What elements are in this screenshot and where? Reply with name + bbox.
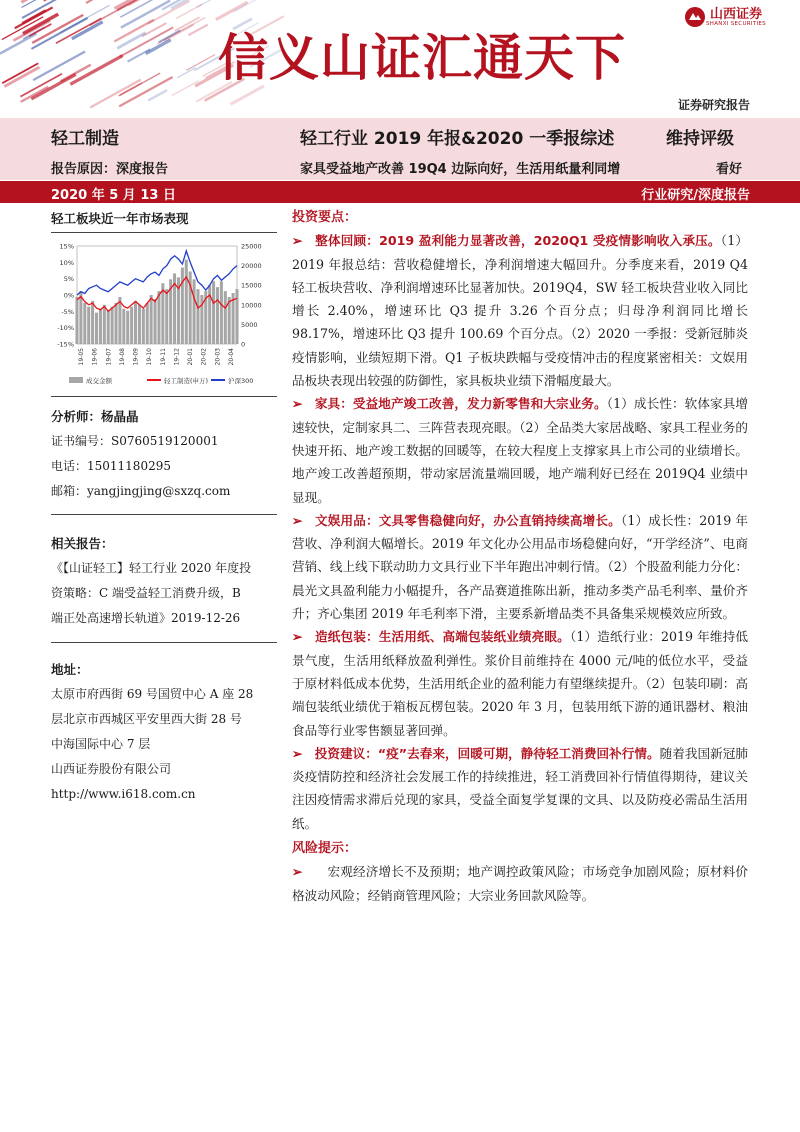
- legend-label: 轻工制造(申万): [164, 377, 209, 385]
- x-tick-label: 19-08: [118, 348, 126, 366]
- divider: [51, 396, 277, 397]
- report-reason: 报告原因：深度报告: [51, 162, 169, 177]
- x-tick-label: 19-10: [146, 348, 154, 366]
- volume-bar: [91, 301, 94, 344]
- point-key: 文娱用品：文具零售稳健向好，办公直销持续高增长。: [315, 512, 621, 528]
- volume-bar: [79, 291, 82, 344]
- points-heading: 投资要点：: [292, 210, 358, 225]
- decorative-stripe: [117, 33, 146, 49]
- analyst-email: 邮箱：yangjingjing@sxzq.com: [51, 484, 231, 498]
- x-tick-label: 19-05: [78, 348, 85, 366]
- volume-bar: [134, 301, 137, 344]
- y-right-tick-label: 0: [241, 340, 246, 349]
- decorative-stripe: [186, 55, 215, 71]
- report-type: 证券研究报告: [677, 98, 750, 112]
- volume-bar: [185, 260, 188, 344]
- x-tick-label: 19-11: [159, 348, 167, 366]
- point-item: [292, 392, 748, 508]
- volume-bar: [83, 303, 86, 344]
- volume-bar: [146, 303, 149, 344]
- volume-bar: [111, 307, 114, 344]
- decorative-stripe: [70, 56, 122, 85]
- volume-bar: [126, 311, 129, 344]
- legend-label: 沪深300: [228, 377, 254, 385]
- volume-bar: [130, 307, 133, 344]
- decorative-stripe: [148, 1, 189, 24]
- x-tick-label: 20-03: [214, 348, 222, 366]
- report-date: 2020 年 5 月 13 日: [51, 188, 176, 203]
- volume-bar: [142, 309, 145, 344]
- volume-bar: [118, 297, 121, 344]
- point-text: （1）成长性：2019 年营收、净利润大幅增长。2019 年文化办公用品市场稳健向好，“开学经济”、电商营销、线上线下联动助力文具行业下半年跑出冲刺行情。（2）个股盈利能力分化：晨光文具盈利能力小幅提升，各产品赛道推陈出新，推动多类产品毛利率、量价齐升；齐心集团 2019 年毛利率下滑，主要系新增品类不具备集采规模效应所致。: [292, 512, 748, 622]
- investment-points: [292, 206, 748, 907]
- outlook: 看好: [716, 162, 743, 177]
- decorative-stripe: [164, 24, 194, 40]
- decorative-stripe: [172, 81, 199, 96]
- x-tick-label: 19-06: [91, 348, 99, 366]
- volume-bar: [150, 295, 153, 344]
- volume-bar: [138, 305, 141, 344]
- logo-name: 山西证券: [710, 6, 763, 22]
- volume-bar: [122, 309, 125, 344]
- divider: [51, 514, 277, 515]
- volume-bar: [99, 309, 102, 344]
- volume-bar: [220, 281, 223, 344]
- market-chart: [51, 236, 277, 392]
- volume-bar: [154, 299, 157, 344]
- x-tick-label: 19-12: [173, 348, 181, 366]
- x-tick-label: 20-04: [228, 348, 235, 366]
- y-left-tick-label: 5%: [63, 275, 74, 284]
- point-text: 随着我国新冠肺炎疫情防控和经济社会发展工作的持续推进，轻工消费回补行情值得期待，建议关注因疫情需求滞后兑现的家具，受益全面复学复课的文具、以及防疫必需品生活用纸。: [292, 745, 749, 831]
- y-right-tick-label: 20000: [241, 262, 262, 271]
- related-heading: 相关报告：: [51, 536, 114, 551]
- address-heading: 地址：: [51, 662, 89, 677]
- volume-bar: [75, 297, 78, 344]
- report-title: 轻工行业 2019 年报&2020 一季报综述: [300, 129, 615, 149]
- decorative-stripe: [86, 0, 106, 3]
- y-right-tick-label: 5000: [241, 320, 258, 329]
- decorative-stripe: [148, 90, 167, 100]
- decorative-stripe: [2, 63, 38, 83]
- y-left-tick-label: -15%: [57, 340, 74, 349]
- x-tick-label: 19-09: [132, 348, 140, 366]
- decorative-stripe: [177, 68, 196, 78]
- y-left-tick-label: -5%: [61, 307, 74, 316]
- logo-icon: [684, 6, 706, 28]
- legend-label: 成交金额: [86, 377, 112, 385]
- point-item: [292, 229, 748, 392]
- bullet-icon: ➢: [292, 629, 303, 645]
- bullet-icon: ➢: [292, 233, 303, 249]
- point-key: 家具：受益地产竣工改善，发力新零售和大宗业务。: [314, 396, 607, 412]
- legend-swatch: [69, 377, 83, 383]
- decorative-stripe: [197, 0, 231, 7]
- decorative-stripe: [4, 67, 39, 86]
- y-left-tick-label: -10%: [57, 324, 74, 333]
- volume-bar: [115, 303, 118, 344]
- company-url[interactable]: http://www.i618.com.cn: [51, 787, 196, 801]
- volume-bar: [103, 305, 106, 344]
- address-line: 太原市府西街 69 号国贸中心 A 座 28: [51, 687, 254, 701]
- y-left-tick-label: 0%: [63, 291, 74, 300]
- company-name: 山西证券股份有限公司: [51, 762, 172, 776]
- x-tick-label: 20-02: [200, 348, 208, 366]
- y-right-tick-label: 25000: [241, 242, 262, 251]
- decorative-stripe: [216, 2, 248, 19]
- risk-item: [292, 860, 748, 907]
- volume-bar: [216, 287, 219, 344]
- volume-bar: [157, 291, 160, 344]
- point-key: 造纸包装：生活用纸、高端包装纸业绩亮眼。: [315, 629, 570, 645]
- bullet-icon: ➢: [292, 864, 303, 880]
- slogan: 信义山证汇通天下: [218, 29, 626, 87]
- divider: [51, 232, 277, 233]
- report-subtitle: 家具受益地产改善 19Q4 边际向好，生活用纸量利同增: [300, 162, 621, 177]
- divider: [51, 642, 277, 643]
- bullet-icon: ➢: [292, 396, 303, 412]
- point-item: [292, 625, 748, 741]
- date-bar: [0, 181, 800, 203]
- related-line[interactable]: 《【山证轻工】轻工行业 2020 年度投: [51, 561, 252, 575]
- volume-bar: [235, 289, 238, 344]
- banner: [0, 0, 800, 118]
- volume-bar: [165, 289, 168, 344]
- risk-heading: 风险提示：: [292, 841, 358, 857]
- volume-bar: [212, 281, 215, 344]
- point-item: [292, 742, 748, 835]
- y-right-tick-label: 15000: [241, 281, 262, 290]
- point-item: [292, 509, 748, 625]
- analyst-name: 分析师：杨晶晶: [51, 409, 139, 424]
- related-line[interactable]: 资策略：C 端受益轻工消费升级，B: [51, 586, 241, 600]
- report-category: 行业研究/深度报告: [641, 188, 750, 203]
- sector-name: 轻工制造: [51, 129, 119, 149]
- decorative-stripe: [61, 65, 91, 82]
- analyst-phone: 电话：15011180295: [51, 459, 171, 473]
- decorative-stripe: [146, 40, 171, 54]
- y-left-tick-label: 10%: [59, 258, 74, 267]
- point-text: （1）2019 年报总结：营收稳健增长，净利润增速大幅回升。分季度来看，2019 Q4 轻工板块营收、净利润增速环比显著加快。2019Q4，SW 轻工板块营业收入同比增长 2.40%，增速环比 Q3 提升 3.26 个百分点；归母净利润同比增长 98.17%，增速环比 Q3 提升 100.69 个百分点。（2）2020 一季报：受新冠肺炎疫情影响，业绩短期下滑。Q1 子板块跌幅与受疫情冲击的程度紧密相关：文娱用品板块表现出较强的防御性，家具板块业绩下滑幅度最大。: [292, 233, 749, 389]
- volume-bar: [95, 313, 98, 344]
- chart-title: 轻工板块近一年市场表现: [51, 211, 189, 226]
- volume-bar: [87, 307, 90, 344]
- volume-bar: [181, 268, 184, 344]
- volume-bar: [107, 311, 110, 344]
- y-right-tick-label: 10000: [241, 301, 262, 310]
- point-text: （1）造纸行业：2019 年维持低景气度，生活用纸释放盈利弹性。浆价目前维持在 4000 元/吨的低位水平，受益于原材料低成本优势，生活用纸企业的盈利能力有望继续提升。（2）包装印刷：高端包装纸业绩优于箱板瓦楞包装。2020 年 3 月，包装用纸下游的通讯器材、粮油食品等行业零售额显著回弹。: [292, 629, 748, 738]
- x-tick-label: 20-01: [187, 348, 195, 366]
- related-line[interactable]: 端正处高速增长轨道》2019-12-26: [51, 611, 241, 625]
- volume-bar: [196, 289, 199, 344]
- analyst-cert: 证书编号：S0760519120001: [51, 434, 219, 448]
- address-line: 层北京市西城区平安里西大街 28 号: [51, 712, 242, 726]
- volume-bar: [224, 291, 227, 344]
- volume-bar: [208, 285, 211, 344]
- rating: 维持评级: [666, 129, 734, 149]
- point-text: （1）成长性：软体家具增速较快，定制家具二、三阵营表现亮眼。（2）全品类大家居战略、家具工程业务的快速开拓、地产竣工数据的回暖等，在较大程度上支撑家具上市公司的业绩增长。地产竣工改善超预期，带动家居流量端回暖，地产端利好已经在 2019Q4 业绩中显现。: [292, 396, 748, 505]
- decorative-stripe: [90, 80, 141, 108]
- y-left-tick-label: 15%: [59, 242, 74, 251]
- report-header: [0, 118, 800, 180]
- logo-english: SHANXI SECURITIES: [706, 20, 766, 27]
- volume-bar: [193, 279, 196, 344]
- bullet-icon: ➢: [292, 745, 303, 761]
- address-line: 中海国际中心 7 层: [51, 737, 151, 751]
- risk-text: 宏观经济增长不及预期；地产调控政策风险；市场竞争加剧风险；原材料价格波动风险；经销商管理风险；大宗业务回款风险等。: [292, 864, 748, 903]
- point-key: 整体回顾：2019 盈利能力显著改善，2020Q1 受疫情影响收入承压。: [315, 233, 721, 249]
- point-key: 投资建议：“疫”去春来，回暖可期，静待轻工消费回补行情。: [314, 745, 660, 761]
- x-tick-label: 19-07: [105, 348, 113, 366]
- brand-logo: [684, 6, 766, 28]
- bullet-icon: ➢: [292, 512, 303, 528]
